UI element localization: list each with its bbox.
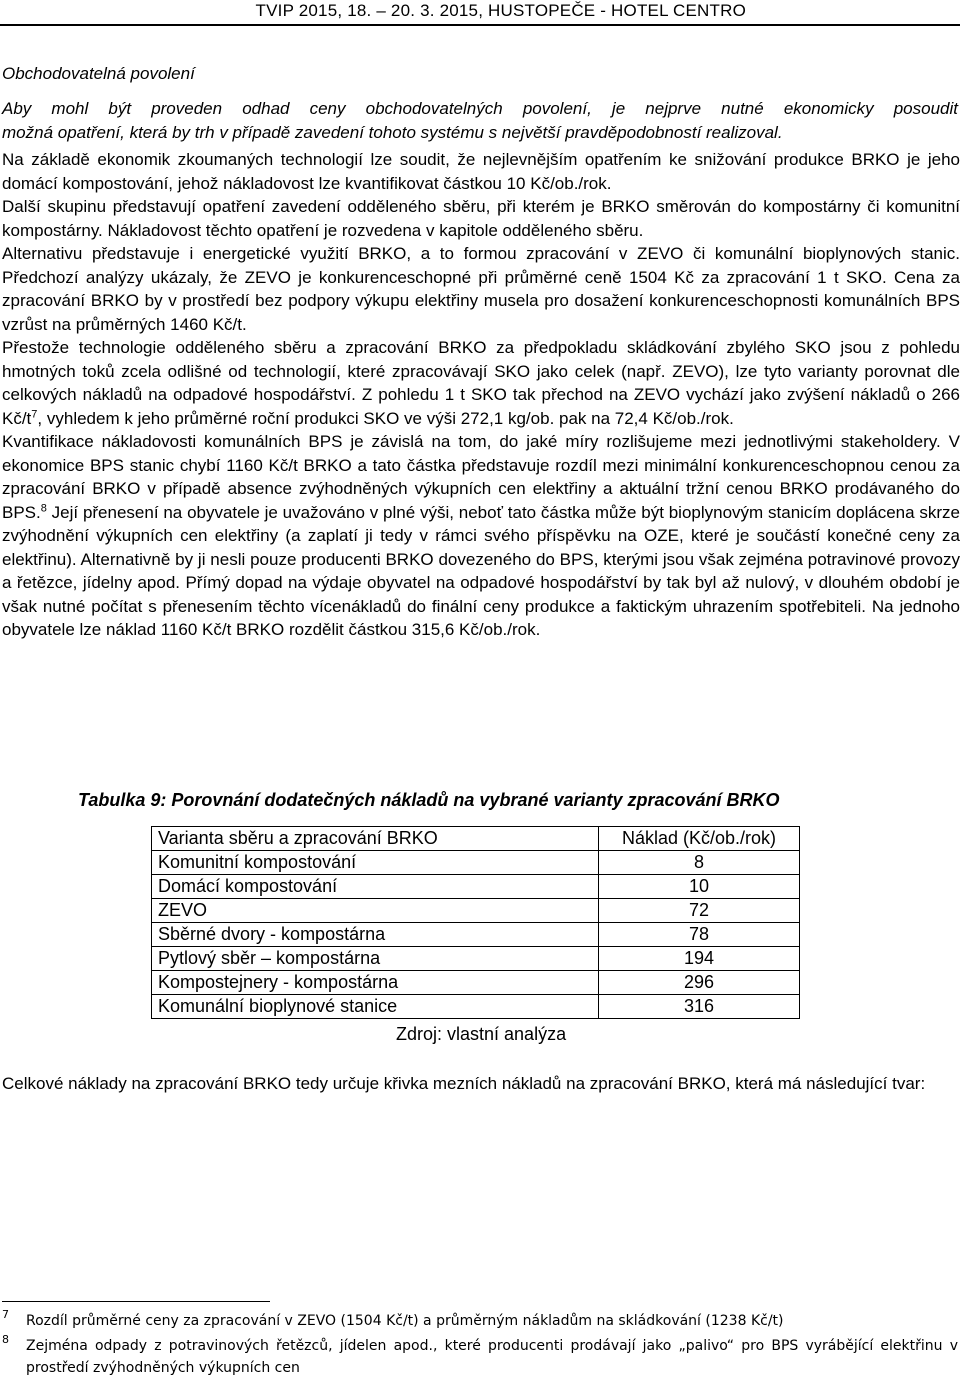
footnote-number: 8 (2, 1333, 9, 1346)
page-header (0, 0, 960, 26)
table-row (152, 899, 800, 923)
footnote-number: 7 (2, 1308, 9, 1321)
table-cell-cost: 72 (599, 899, 800, 923)
table-caption: Tabulka 9: Porovnání dodatečných nákladů na vybrané varianty zpracování BRKO (78, 790, 780, 810)
header-title: TVIP 2015, 18. – 20. 3. 2015, HUSTOPEČE - HOTEL CENTRO (255, 1, 746, 20)
table-row (152, 971, 800, 995)
table-cell-variant: Sběrné dvory - kompostárna (152, 923, 599, 947)
footnote-ref-8[interactable]: 8 (40, 501, 47, 514)
footnote-divider (2, 1301, 270, 1302)
table-header-cell: Varianta sběru a zpracování BRKO (152, 827, 599, 851)
cost-table (151, 826, 800, 1019)
table-cell-cost: 296 (599, 971, 800, 995)
closing-paragraph: Celkové náklady na zpracování BRKO tedy určuje křivka mezních nákladů na zpracování BRKO, která má následující tvar: (2, 1074, 926, 1093)
table-cell-variant: Domácí kompostování (152, 875, 599, 899)
table-row (152, 875, 800, 899)
paragraph-4 (2, 336, 960, 430)
section-intro (2, 97, 958, 145)
table-cell-variant: Komunální bioplynové stanice (152, 995, 599, 1019)
paragraph-1: Na základě ekonomik zkoumaných technologií lze soudit, že nejlevnějším opatřením ke snižování produkce BRKO je jeho domácí kompostování, jehož nákladovost lze kvantifikovat částkou 10 Kč/ob./rok. (2, 150, 960, 193)
table-cell-variant: Kompostejnery - kompostárna (152, 971, 599, 995)
table-cell-cost: 316 (599, 995, 800, 1019)
paragraph-4-part-2: , vyhledem k jeho průměrné roční produkci SKO ve výši 272,1 kg/ob. pak na 72,4 Kč/ob./rok. (37, 408, 734, 428)
body-text (2, 148, 960, 642)
table-row (152, 947, 800, 971)
table-cell-cost: 78 (599, 923, 800, 947)
footnote-text: Rozdíl průměrné ceny za zpracování v ZEVO (1504 Kč/t) a průměrným nákladům na skládkování (1238 Kč/t) (26, 1313, 784, 1329)
intro-line-1: Aby mohl být proveden odhad ceny obchodovatelných povolení, je nejprve nutné ekonomicky posoudit (2, 99, 958, 118)
table-row (152, 851, 800, 875)
table-cell-cost: 10 (599, 875, 800, 899)
footnote-ref-7[interactable]: 7 (31, 407, 38, 420)
table-cell-variant: Komunitní kompostování (152, 851, 599, 875)
table-row (152, 995, 800, 1019)
paragraph-5-part-2: Její přenesení na obyvatele je uvažováno v plné výši, neboť tato částka může být bioplynovým stanicím doplácena skrze zvýhodnění výkupních cen elektřiny (a zaplatí ji tedy v rámci svého příspěvku na OZE, které je součástí konečné ceny za elektřinu). Alternativně by ji nesli pouze producenti BRKO dovezeného do BPS, kterými jsou však zejména potravinové provozy a řetězce, jídelny apod. Přímý dopad na výdaje obyvatel na odpadové hospodářství by tak byl až nulový, v dlouhém období je však nutné počítat s přenesením těchto vícenákladů do finální ceny produkce a faktickým uhrazením spotřebiteli. Na jednoho obyvatele lze náklad 1160 Kč/t BRKO rozdělit částkou 315,6 Kč/ob./rok. (2, 502, 960, 639)
intro-line-2: možná opatření, která by trh v případě zavedení tohoto systému s největší pravděpodobností realizoval. (2, 123, 783, 142)
table-source: Zdroj: vlastní analýza (396, 1024, 567, 1044)
paragraph-4-part-1: Přestože technologie odděleného sběru a zpracování BRKO za předpokladu skládkování zbylého SKO jsou z pohledu hmotných toků zcela odlišné od technologií, které zpracovávají SKO jako celek (např. ZEVO), lze tyto varianty porovnat dle celkových nákladů na odpadové hospodářství. Z pohledu 1 t SKO tak přechod na ZEVO vychází jako zvýšení nákladů o 266 Kč/t (2, 338, 960, 428)
table-cell-variant: Pytlový sběr – kompostárna (152, 947, 599, 971)
table-cell-cost: 194 (599, 947, 800, 971)
section-title: Obchodovatelná povolení (2, 64, 195, 83)
table-cell-variant: ZEVO (152, 899, 599, 923)
table-row (152, 923, 800, 947)
paragraph-3: Alternativu představuje i energetické využití BRKO, a to formou zpracování v ZEVO či komunální bioplynových stanic. Předchozí analýzy ukázaly, že ZEVO je konkurenceschopné při průměrné ceně 1504 Kč za zpracování 1 t SKO. Cena za zpracování BRKO by v prostředí bez podpory výkupu elektřiny musela pro dosažení konkurenceschopnosti komunálních BPS vzrůst na průměrných 1460 Kč/t. (2, 244, 960, 334)
footnote-text: Zejména odpady z potravinových řetězců, jídelen apod., které producenti prodávají jako „palivo“ pro BPS vyrábějící elektřinu v prostředí zvýhodněných výkupních cen (26, 1338, 958, 1376)
table-header-row (152, 827, 800, 851)
paragraph-2: Další skupinu představují opatření zavedení odděleného sběru, při kterém je BRKO směrován do kompostárny či komunitní kompostárny. Nákladovost těchto opatření je rozvedena v kapitole odděleného sběru. (2, 197, 960, 240)
table-cell-cost: 8 (599, 851, 800, 875)
paragraph-5 (2, 430, 960, 642)
paragraph-5-part-1: Kvantifikace nákladovosti komunálních BPS je závislá na tom, do jaké míry rozlišujeme mezi jednotlivými stakeholdery. V ekonomice BPS stanic chybí 1160 Kč/t BRKO a tato částka představuje rozdíl mezi minimální konkurenceschopnou cenou za zpracování BRKO v případě absence zvýhodněných výkupních cen elektřiny a aktuální tržní cenou BRKO prodávaného do BPS. (2, 432, 960, 522)
table-header-cell: Náklad (Kč/ob./rok) (599, 827, 800, 851)
